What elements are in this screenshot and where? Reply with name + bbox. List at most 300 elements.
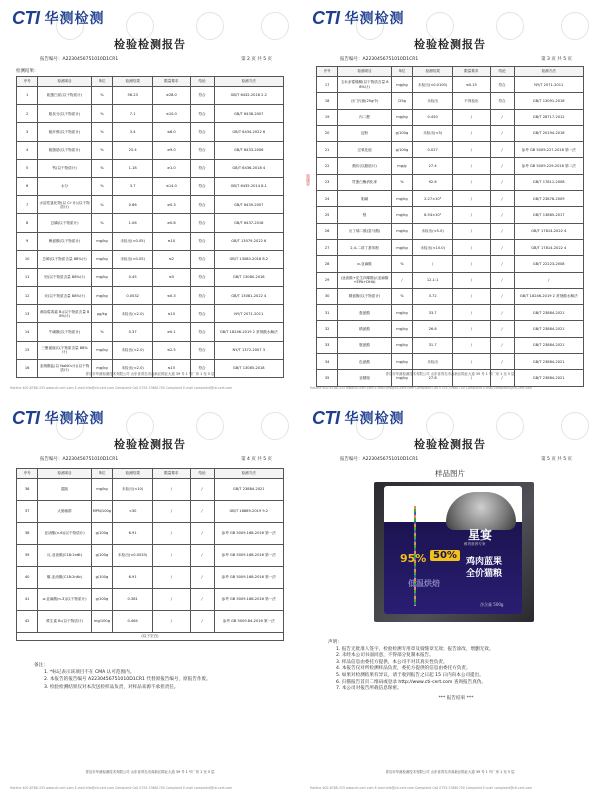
results-table: [16, 76, 284, 378]
table-cell: GB/T 6433-2006: [214, 141, 283, 159]
table-cell: 胃蛋白酶消化率: [338, 174, 391, 190]
statement-item: 7. 本公司对报告所载信息保密。: [336, 686, 402, 692]
table-header-cell: 检测方法: [514, 67, 583, 77]
table-cell: mg/kg: [91, 287, 112, 305]
table-header-cell: 限量要求: [153, 469, 190, 479]
table-cell: ≤10: [153, 305, 190, 323]
table-cell: 29: [317, 272, 338, 288]
table-cell: mg/kg: [391, 77, 412, 93]
package-product-type: 全价猫粮: [466, 569, 503, 579]
statement-item: 6. 扫描报告首页二维码或登录 http://www.cti-cert.com 查询报告真伪。: [336, 679, 487, 685]
table-cell: GB/T 6437-2018: [214, 214, 283, 232]
notes-block: [34, 662, 254, 691]
table-row: [317, 272, 584, 288]
table-cell: /: [153, 589, 190, 611]
table-cell: 亚硝酸盐(以 NaNO₂计)(以干物质计): [38, 359, 91, 377]
table-cell: 蛋氨酸: [338, 305, 391, 321]
table-cell: ≤10.0: [153, 105, 190, 123]
table-cell: /: [190, 523, 214, 545]
table-row: [17, 196, 284, 214]
table-cell: /: [453, 158, 490, 174]
table-cell: /: [153, 479, 190, 501]
table-row: [317, 239, 584, 255]
table-header-row: [17, 77, 284, 87]
table-cell: ≤8.0: [153, 123, 190, 141]
table-cell: GB/T 13080-2018 8.2: [214, 250, 283, 268]
table-cell: 符合: [190, 159, 214, 177]
table-cell: /: [453, 272, 490, 288]
table-cell: 32: [317, 321, 338, 337]
table-cell: 钙(以干物质计): [38, 159, 91, 177]
table-cell: 10: [17, 250, 38, 268]
package-percent-badge: 50%: [430, 550, 460, 561]
table-cell: ≤14.0: [153, 177, 190, 195]
table-row: [17, 250, 284, 268]
table-cell: NY/T 2071-2011: [514, 77, 583, 93]
table-cell: 镁: [338, 207, 391, 223]
table-cell: GB/T 17811-2008: [514, 174, 583, 190]
table-cell: 2,4-二叔丁基苯酚: [338, 239, 391, 255]
table-cell: 6.91: [113, 523, 153, 545]
table-cell: 41: [17, 589, 38, 611]
table-cell: 黄曲霉毒素 B₁(以干物质含量 88%计): [38, 305, 91, 323]
table-cell: GB/T 6435-2014 8.1: [214, 177, 283, 195]
table-cell: 14: [17, 323, 38, 341]
table-cell: /: [453, 239, 490, 255]
table-cell: ≥0.8: [153, 214, 190, 232]
table-cell: 未检出(<0.0033): [113, 545, 153, 567]
table-cell: /: [490, 174, 514, 190]
table-end-row: [17, 633, 284, 641]
table-cell: /: [490, 272, 514, 288]
table-cell: /: [453, 191, 490, 207]
table-cell: 2.27×10³: [413, 191, 453, 207]
table-header-cell: 单位: [391, 67, 412, 77]
table-cell: 总磷(以干物质计): [38, 214, 91, 232]
footer-hotline: Hotline 400-6788-333 www.cti-cert.com E-mail:info@cti-cert.com Complaint Call 0755-33681700 Complaint E-mail complaint@cti-cert.com: [310, 386, 533, 390]
table-cell: /: [490, 207, 514, 223]
table-cell: 24: [317, 191, 338, 207]
table-header-cell: 结论: [190, 469, 214, 479]
table-header-row: [317, 67, 584, 77]
table-cell: 未检出: [413, 93, 453, 109]
table-cell: 2: [17, 105, 38, 123]
table-cell: mg/g: [391, 158, 412, 174]
table-cell: /25g: [391, 93, 412, 109]
table-cell: 亚精胺: [338, 370, 391, 386]
table-cell: GB/T 13885-2017: [514, 207, 583, 223]
table-cell: 0.381: [113, 589, 153, 611]
table-cell: GB/T 13079-2022 6: [214, 232, 283, 250]
table-cell: 丙二醛: [338, 109, 391, 125]
table-cell: α-亚麻酸: [338, 256, 391, 272]
report-title: 检验检测报告: [414, 38, 486, 51]
table-cell: mg/kg: [391, 207, 412, 223]
table-cell: mg/kg: [91, 341, 112, 359]
logo-mark: CTI: [312, 7, 340, 28]
table-cell: 6: [17, 177, 38, 195]
table-header-cell: 检测项目: [338, 67, 391, 77]
report-title: 检验检测报告: [114, 38, 186, 51]
table-cell: 酸价(以脂肪计): [338, 158, 391, 174]
table-cell: ≥1.0: [153, 159, 190, 177]
table-cell: GB/T 13085-2018: [214, 359, 283, 377]
table-cell: /: [153, 567, 190, 589]
table-cell: 胱氨酸: [338, 337, 391, 353]
table-cell: 34: [317, 354, 338, 370]
table-cell: 未检出(<0.0100): [413, 77, 453, 93]
table-cell: GB/T 17814-2022 4: [514, 223, 583, 239]
table-header-cell: 单位: [91, 77, 112, 87]
table-row: [317, 109, 584, 125]
table-cell: mg/kg: [91, 479, 112, 501]
table-cell: GB/T 13081-2022 4: [214, 287, 283, 305]
table-cell: 参考 GB 5009.168-2016 第一法: [214, 589, 283, 611]
table-cell: 未检出(<2.0): [113, 305, 153, 323]
table-cell: 15: [17, 341, 38, 359]
sample-photo-title: 样品图片: [435, 469, 465, 478]
report-number: 报告编号：A2230456751010D1CR1: [340, 57, 419, 62]
statement-item: 4. 本报告仅对所检测样品负责，委托方提供的信息由委托方负责。: [336, 666, 471, 672]
table-cell: mg/kg: [91, 359, 112, 377]
table-cell: g/100g: [91, 545, 112, 567]
table-cell: 参考 GB 5009.227-2016 第一法: [514, 142, 583, 158]
table-cell: mg/kg: [391, 337, 412, 353]
table-cell: ≤0.3: [153, 287, 190, 305]
table-cell: 28: [317, 256, 338, 272]
table-cell: 符合: [190, 250, 214, 268]
table-cell: ≤2: [153, 250, 190, 268]
statement-item: 2. 未经本公司书面同意，不得部分复制本报告。: [336, 653, 434, 659]
table-row: [317, 93, 584, 109]
table-cell: 39: [17, 545, 38, 567]
table-row: [17, 305, 284, 323]
cti-logo: [312, 8, 405, 28]
table-cell: 0.37: [113, 323, 153, 341]
table-cell: 维生素 B₁(以干物质计): [38, 611, 91, 633]
page-number: 第 3 页 共 5 页: [541, 57, 572, 62]
footer-hotline: Hotline 400-6788-333 www.cti-cert.com E-mail:info@cti-cert.com Complaint Call 0755-33681700 Complaint E-mail complaint@cti-cert.com: [10, 786, 233, 790]
table-cell: g/100g: [391, 142, 412, 158]
table-cell: /: [453, 288, 490, 304]
table-cell: /: [453, 174, 490, 190]
table-row: [317, 223, 584, 239]
logo-mark: CTI: [12, 7, 40, 28]
package-brand-sub: 鲜肉营养专家: [464, 542, 486, 546]
table-cell: GB/T 17814-2022 4: [514, 239, 583, 255]
table-cell: /: [453, 337, 490, 353]
table-cell: 腐胺: [38, 479, 91, 501]
table-row: [17, 105, 284, 123]
table-cell: 参考 GB 5009.168-2016 第一法: [214, 523, 283, 545]
table-cell: 8.54×10²: [413, 207, 453, 223]
table-cell: 37: [17, 501, 38, 523]
table-header-cell: 序号: [17, 77, 38, 87]
table-cell: 未检出(<2.0): [113, 359, 153, 377]
report-page-3: [306, 4, 594, 392]
results-table: [316, 66, 584, 387]
table-cell: 反-亚油酸(C18:2n6t): [38, 545, 91, 567]
table-cell: GB/T 13080-2018: [214, 268, 283, 286]
cti-logo: [12, 8, 105, 28]
table-header-cell: 检测方法: [214, 469, 283, 479]
table-cell: 符合: [190, 232, 214, 250]
report-page-2: [6, 4, 294, 392]
table-row: [317, 256, 584, 272]
table-cell: mg/kg: [391, 354, 412, 370]
table-cell: 23: [317, 174, 338, 190]
table-cell: GB/T 23884-2021: [514, 337, 583, 353]
table-cell: 色氨酸: [338, 354, 391, 370]
table-cell: 符合: [190, 268, 214, 286]
table-cell: 水分: [38, 177, 91, 195]
table-cell: <30: [113, 501, 153, 523]
table-cell: 0.027: [413, 142, 453, 158]
table-cell: /: [190, 567, 214, 589]
table-cell: GB/T 23884-2021: [514, 305, 583, 321]
table-cell: %: [91, 159, 112, 177]
table-cell: 1: [17, 87, 38, 105]
table-row: [17, 323, 284, 341]
table-cell: /: [190, 545, 214, 567]
table-cell: 5: [17, 159, 38, 177]
report-number: 报告编号：A2230456751010D1CR1: [40, 57, 119, 62]
table-cell: 不得检出: [453, 93, 490, 109]
table-header-cell: 结论: [490, 67, 514, 77]
table-cell: GB/T 23884-2021: [214, 479, 283, 501]
table-cell: GB/T 6438-2007: [214, 105, 283, 123]
table-cell: /: [490, 337, 514, 353]
table-cell: 淀粉: [338, 125, 391, 141]
table-cell: 过氧化值: [338, 142, 391, 158]
logo-mark: CTI: [12, 407, 40, 428]
table-header-cell: 限量要求: [453, 67, 490, 77]
footer-hotline: Hotline 400-6788-333 www.cti-cert.com E-mail:info@cti-cert.com Complaint Call 0755-33681700 Complaint E-mail complaint@cti-cert.com: [10, 386, 233, 390]
table-row: [17, 214, 284, 232]
section-label: 检测结果：: [16, 69, 39, 74]
table-cell: %: [91, 177, 112, 195]
table-header-cell: 检测项目: [38, 469, 91, 479]
table-row: [317, 77, 584, 93]
table-cell: 顺-亚油酸(C18:2n6c): [38, 567, 91, 589]
table-cell: ≥9.0: [153, 141, 190, 159]
table-cell: 符合: [190, 287, 214, 305]
table-cell: 符合: [190, 359, 214, 377]
table-cell: 未检出(<10.0): [413, 239, 453, 255]
table-cell: 粗脂肪(以干物质计): [38, 141, 91, 159]
table-cell: GB/T 13091-2018: [514, 93, 583, 109]
table-header-cell: 结论: [190, 77, 214, 87]
report-title: 检验检测报告: [414, 438, 486, 451]
page-number: 第 2 页 共 5 页: [241, 57, 272, 62]
cti-logo: [12, 408, 105, 428]
table-cell: mg/kg: [91, 250, 112, 268]
table-cell: 牛磺酸(以干物质计): [38, 323, 91, 341]
table-cell: 符合: [190, 341, 214, 359]
report-end: *** 报告结束 ***: [438, 695, 474, 701]
report-number: 报告编号：A2230456751010D1CR1: [340, 457, 419, 462]
table-cell: 9: [17, 232, 38, 250]
table-cell: α-亚麻酸(n-3)(以干物质计): [38, 589, 91, 611]
table-cell: %: [91, 87, 112, 105]
table-cell: 22: [317, 158, 338, 174]
table-cell: 符合: [190, 141, 214, 159]
table-cell: /: [190, 589, 214, 611]
table-cell: mg/kg: [391, 305, 412, 321]
table-cell: 0.66: [113, 196, 153, 214]
table-cell: 符合: [190, 105, 214, 123]
logo-text: 华测检测: [44, 411, 105, 427]
table-cell: /: [453, 109, 490, 125]
table-cell: GB/T 6432-2018 2.2: [214, 87, 283, 105]
table-cell: 33: [317, 337, 338, 353]
table-cell: MPN/100g: [91, 501, 112, 523]
table-cell: NY/T 2071-2011: [214, 305, 283, 323]
table-cell: /: [453, 125, 490, 141]
table-cell: 38: [17, 523, 38, 545]
table-cell: ≥28.0: [153, 87, 190, 105]
table-cell: mg/100g: [91, 611, 112, 633]
table-cell: %: [91, 141, 112, 159]
table-cell: mg/kg: [391, 239, 412, 255]
table-cell: NY/T 1372-2007 3: [214, 341, 283, 359]
table-cell: mg/kg: [391, 223, 412, 239]
table-cell: 汞(以干物质含量 88%计): [38, 287, 91, 305]
table-cell: 0.0032: [113, 287, 153, 305]
statement-item: 5. 如果对检测结果有异议，请于收到报告之日起 15 日内向本公司提出。: [336, 672, 484, 678]
table-row: [17, 479, 284, 501]
table-cell: 27: [317, 239, 338, 255]
table-cell: 8: [17, 214, 38, 232]
footer-address: 青岛市华测检测技术有限公司 山东省青岛市高新区锦业大道 39 号 1 号厂房 1 至 5 层: [85, 770, 215, 774]
table-row: [317, 305, 584, 321]
logo-text: 华测检测: [344, 411, 405, 427]
table-cell: 未检出(<0.05): [113, 250, 153, 268]
cti-logo: [312, 408, 405, 428]
table-cell: %: [91, 123, 112, 141]
table-row: [317, 354, 584, 370]
table-row: [17, 232, 284, 250]
package-product-name: 鸡肉蓝果: [466, 557, 503, 567]
table-cell: /: [490, 191, 514, 207]
table-cell: 沙门氏菌(25g中): [338, 93, 391, 109]
table-header-cell: 序号: [17, 469, 38, 479]
table-cell: 符合: [190, 177, 214, 195]
table-cell: /: [153, 501, 190, 523]
note-item: 2. 本报告的报告编号 A2230456751010D1CR1 代替原报告编号，原报告作废。: [44, 677, 211, 683]
note-item: 3. 检验检测结果仅对本次送检样品负责，对样品来源不承担责任。: [44, 684, 179, 690]
table-cell: 参考 GB 5009.168-2016 第一法: [214, 545, 283, 567]
seam-stamp: 骑缝章: [306, 174, 311, 186]
table-cell: /: [453, 354, 490, 370]
table-row: [17, 341, 284, 359]
report-page-5: [306, 404, 594, 792]
table-cell: 未检出(<2.0): [113, 341, 153, 359]
table-header-cell: 检测结果: [113, 469, 153, 479]
table-cell: GB/T 18869-2019 9.2: [214, 501, 283, 523]
table-cell: 18: [317, 93, 338, 109]
table-cell: GB/T 23884-2021: [514, 354, 583, 370]
table-cell: GB/T 28717-2012: [514, 109, 583, 125]
table-cell: /: [453, 370, 490, 386]
table-cell: ≤2.5: [153, 341, 190, 359]
table-cell: 1.06: [113, 214, 153, 232]
table-cell: 3.72: [413, 288, 453, 304]
table-cell: %: [91, 323, 112, 341]
table-row: [17, 87, 284, 105]
table-cell: 17: [317, 77, 338, 93]
table-header-cell: 单位: [91, 469, 112, 479]
table-header-cell: 序号: [317, 67, 338, 77]
table-cell: 16: [17, 359, 38, 377]
table-cell: GB/T 6436-2018 4: [214, 159, 283, 177]
table-cell: 符合: [490, 93, 514, 109]
table-cell: 11: [17, 268, 38, 286]
table-cell: /: [190, 501, 214, 523]
statement-label: 声明：: [328, 640, 342, 645]
table-row: [317, 158, 584, 174]
table-cell: 赖氨酸(以干物质计): [38, 232, 91, 250]
footer-address: 青岛市华测检测技术有限公司 山东省青岛市高新区锦业大道 39 号 1 号厂房 1 至 5 层: [85, 372, 215, 376]
table-cell: 玉米赤霉烯酮(以干物质含量 88%计): [338, 77, 391, 93]
footer-hotline: Hotline 400-6788-333 www.cti-cert.com E-mail:info@cti-cert.com Complaint Call 0755-33681700 Complaint E-mail complaint@cti-cert.com: [310, 786, 533, 790]
table-cell: /: [490, 321, 514, 337]
package-net-weight: 净含量 500g: [480, 602, 504, 607]
table-cell: GB/T 23884-2021: [514, 370, 583, 386]
table-cell: /: [153, 523, 190, 545]
table-cell: 参考 GB 5009.168-2016 第一法: [214, 567, 283, 589]
table-body: [17, 87, 284, 378]
table-cell: 未检出(<3): [413, 125, 453, 141]
report-number: 报告编号：A2230456751010D1CR1: [40, 457, 119, 462]
table-cell: 4: [17, 141, 38, 159]
table-cell: GB/T 22223-2008: [514, 256, 583, 272]
table-cell: ≥0.1: [153, 323, 190, 341]
table-row: [17, 589, 284, 611]
table-row: [317, 288, 584, 304]
table-cell: /: [391, 272, 412, 288]
table-cell: 3.7: [113, 177, 153, 195]
table-cell: 3: [17, 123, 38, 141]
table-row: [17, 501, 284, 523]
table-row: [17, 567, 284, 589]
table-cell: /: [490, 370, 514, 386]
table-cell: g/100g: [91, 567, 112, 589]
table-cell: GB/T 20194-2018: [514, 125, 583, 141]
table-cell: μg/kg: [91, 305, 112, 323]
table-row: [317, 142, 584, 158]
table-cell: 0.450: [413, 109, 453, 125]
table-cell: 铅(以干物质含量 88%计): [38, 268, 91, 286]
table-cell: 符合: [190, 305, 214, 323]
footer-address: 青岛市华测检测技术有限公司 山东省青岛市高新区锦业大道 39 号 1 号厂房 1 至 5 层: [385, 770, 515, 774]
table-row: [17, 287, 284, 305]
table-cell: 40: [17, 567, 38, 589]
table-cell: 符合: [490, 77, 514, 93]
table-cell: 25.4: [113, 141, 153, 159]
table-cell: 26.6: [413, 321, 453, 337]
table-cell: 符合: [190, 214, 214, 232]
table-cell: 13: [17, 305, 38, 323]
table-cell: /: [190, 479, 214, 501]
table-header-cell: 检测项目: [38, 77, 91, 87]
table-row: [17, 523, 284, 545]
report-title: 检验检测报告: [114, 438, 186, 451]
table-cell: 0.464: [113, 611, 153, 633]
page-number: 第 4 页 共 5 页: [241, 457, 272, 462]
table-cell: 42: [17, 611, 38, 633]
table-cell: 1.18: [113, 159, 153, 177]
